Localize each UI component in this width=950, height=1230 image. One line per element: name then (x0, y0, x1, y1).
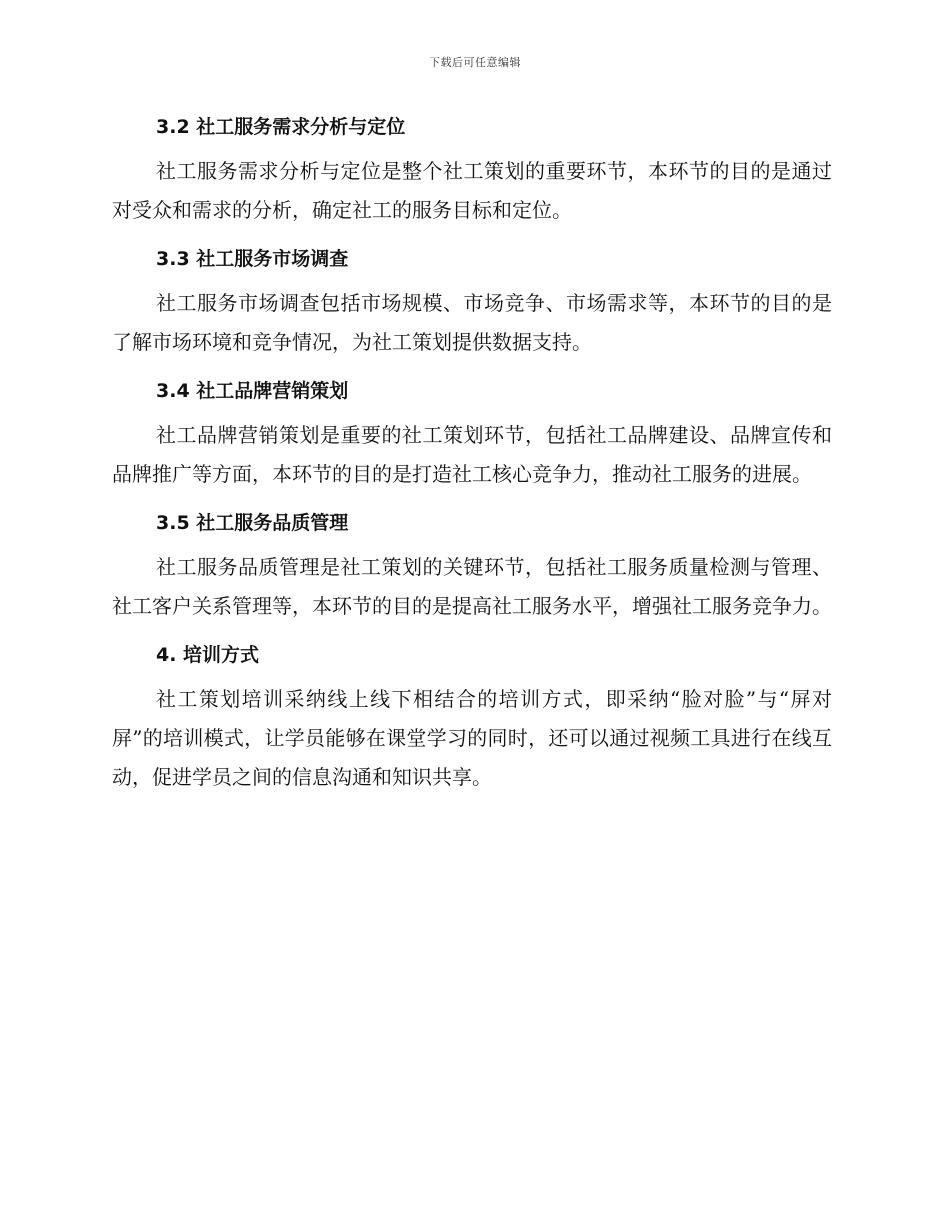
section-heading: 3.2 社工服务需求分析与定位 (156, 116, 406, 138)
section-3-4 (112, 372, 832, 494)
page-header-note: 下载后可任意编辑 (429, 56, 521, 69)
section-paragraph: 社工服务品质管理是社工策划的关键环节，包括社工服务质量检测与管理、社工客户关系管理等，本环节的目的是提高社工服务水平，增强社工服务竞争力。 (112, 555, 832, 618)
section-paragraph: 社工服务市场调查包括市场规模、市场竞争、市场需求等，本环节的目的是了解市场环境和竞争情况，为社工策划提供数据支持。 (112, 291, 832, 354)
section-heading: 3.3 社工服务市场调查 (156, 248, 349, 270)
section-paragraph: 社工品牌营销策划是重要的社工策划环节，包括社工品牌建设、品牌宣传和品牌推广等方面，本环节的目的是打造社工核心竞争力，推动社工服务的进展。 (112, 423, 832, 486)
section-heading: 4. 培训方式 (156, 644, 260, 666)
section-3-2 (112, 108, 832, 230)
section-heading: 3.5 社工服务品质管理 (156, 512, 349, 534)
section-4 (112, 636, 832, 797)
document-body (112, 108, 832, 807)
section-3-5 (112, 504, 832, 626)
section-paragraph: 社工服务需求分析与定位是整个社工策划的重要环节，本环节的目的是通过对受众和需求的分析，确定社工的服务目标和定位。 (112, 159, 832, 222)
section-3-3 (112, 240, 832, 362)
section-heading: 3.4 社工品牌营销策划 (156, 380, 349, 402)
section-paragraph: 社工策划培训采纳线上线下相结合的培训方式，即采纳“脸对脸”与“屏对屏”的培训模式，让学员能够在课堂学习的同时，还可以通过视频工具进行在线互动，促进学员之间的信息沟通和知识共享。 (112, 687, 832, 789)
